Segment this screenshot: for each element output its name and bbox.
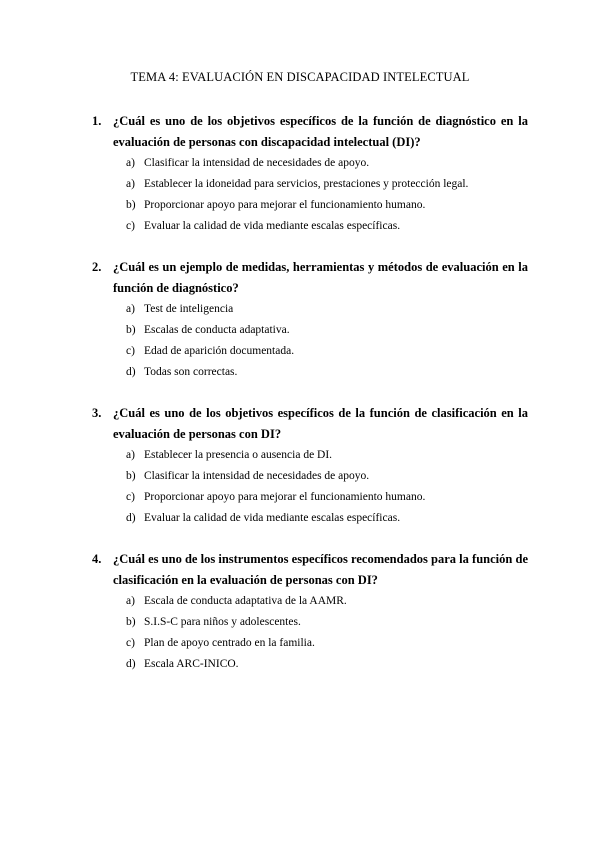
option-text: Establecer la presencia o ausencia de DI. xyxy=(144,449,333,461)
question-header xyxy=(92,403,528,445)
option-letter: b) xyxy=(126,324,136,336)
option-item xyxy=(126,216,528,237)
option-text: Evaluar la calidad de vida mediante escalas específicas. xyxy=(144,512,401,524)
option-text: Plan de apoyo centrado en la familia. xyxy=(144,637,315,649)
option-letter: a) xyxy=(126,595,135,607)
option-item xyxy=(126,174,528,195)
option-item xyxy=(126,299,528,320)
option-letter: b) xyxy=(126,470,136,482)
option-item xyxy=(126,195,528,216)
question-3 xyxy=(92,403,528,529)
question-1 xyxy=(92,111,528,237)
option-letter: b) xyxy=(126,199,136,211)
option-item xyxy=(126,153,528,174)
question-header xyxy=(92,257,528,299)
option-item xyxy=(126,591,528,612)
option-item xyxy=(126,508,528,529)
option-letter: c) xyxy=(126,220,135,232)
option-text: Proporcionar apoyo para mejorar el funcionamiento humano. xyxy=(144,199,426,211)
option-letter: a) xyxy=(126,157,135,169)
option-item xyxy=(126,362,528,383)
question-number: 4. xyxy=(92,552,102,566)
option-text: Edad de aparición documentada. xyxy=(144,345,295,357)
option-text: Escala ARC-INICO. xyxy=(144,658,239,670)
option-item xyxy=(126,320,528,341)
option-item xyxy=(126,466,528,487)
option-text: S.I.S-C para niños y adolescentes. xyxy=(144,616,301,628)
option-text: Todas son correctas. xyxy=(144,366,238,378)
option-item xyxy=(126,445,528,466)
option-letter: c) xyxy=(126,637,135,649)
question-text: ¿Cuál es un ejemplo de medidas, herramientas y métodos de evaluación en la función de diagnóstico? xyxy=(113,260,528,295)
question-header xyxy=(92,549,528,591)
question-text: ¿Cuál es uno de los objetivos específicos de la función de clasificación en la evaluación de personas con DI? xyxy=(113,406,528,441)
option-letter: b) xyxy=(126,616,136,628)
option-item xyxy=(126,654,528,675)
option-text: Escala de conducta adaptativa de la AAMR. xyxy=(144,595,347,607)
option-item xyxy=(126,633,528,654)
question-4 xyxy=(92,549,528,675)
question-2 xyxy=(92,257,528,383)
option-item xyxy=(126,341,528,362)
option-list xyxy=(92,591,528,675)
option-text: Escalas de conducta adaptativa. xyxy=(144,324,290,336)
option-letter: a) xyxy=(126,303,135,315)
option-text: Test de inteligencia xyxy=(144,303,234,315)
option-list xyxy=(92,299,528,383)
option-text: Establecer la idoneidad para servicios, prestaciones y protección legal. xyxy=(144,178,469,190)
page-title: TEMA 4: EVALUACIÓN EN DISCAPACIDAD INTELECTUAL xyxy=(130,70,470,84)
question-header xyxy=(92,111,528,153)
question-number: 2. xyxy=(92,260,102,274)
question-text: ¿Cuál es uno de los instrumentos específicos recomendados para la función de clasificación en la evaluación de personas con DI? xyxy=(113,552,528,587)
option-letter: c) xyxy=(126,491,135,503)
option-letter: d) xyxy=(126,366,136,378)
question-text: ¿Cuál es uno de los objetivos específicos de la función de diagnóstico en la evaluación de personas con discapacidad intelectual (DI)? xyxy=(113,114,528,149)
option-letter: c) xyxy=(126,345,135,357)
option-text: Proporcionar apoyo para mejorar el funcionamiento humano. xyxy=(144,491,426,503)
question-number: 3. xyxy=(92,406,102,420)
option-letter: d) xyxy=(126,512,136,524)
option-item xyxy=(126,487,528,508)
question-number: 1. xyxy=(92,114,102,128)
option-list xyxy=(92,445,528,529)
option-list xyxy=(92,153,528,237)
option-text: Clasificar la intensidad de necesidades de apoyo. xyxy=(144,470,370,482)
option-letter: a) xyxy=(126,178,135,190)
option-item xyxy=(126,612,528,633)
option-text: Clasificar la intensidad de necesidades de apoyo. xyxy=(144,157,370,169)
option-letter: a) xyxy=(126,449,135,461)
option-letter: d) xyxy=(126,658,136,670)
option-text: Evaluar la calidad de vida mediante escalas específicas. xyxy=(144,220,401,232)
